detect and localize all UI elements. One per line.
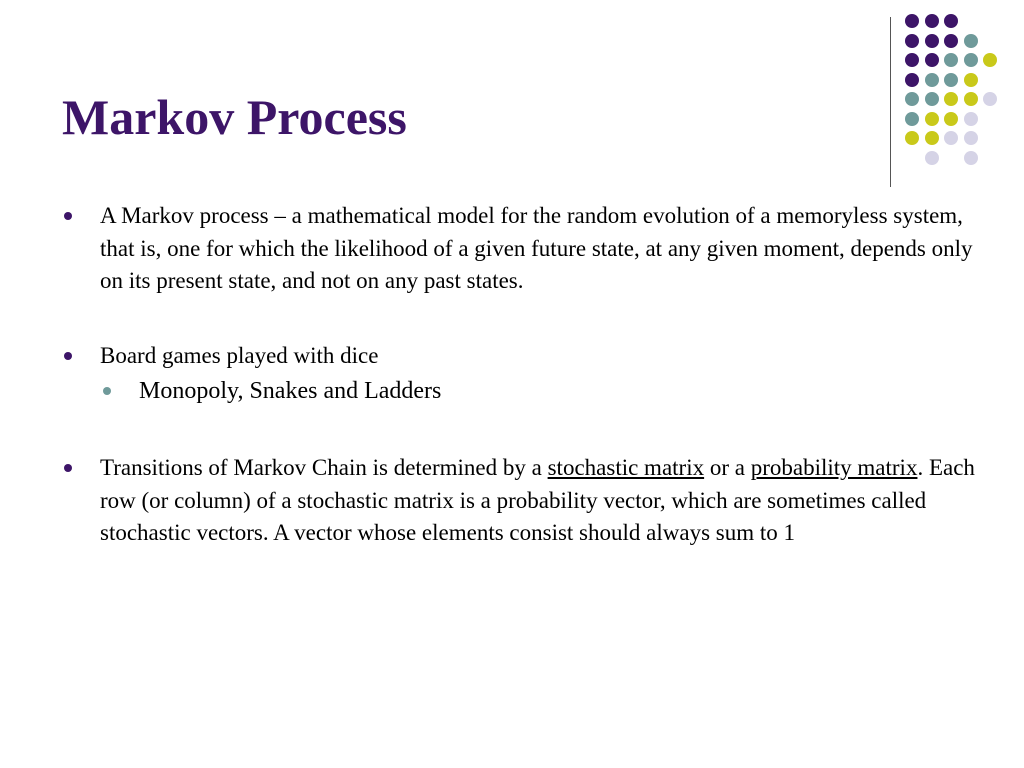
decorative-dot [905,131,919,145]
decorative-dot [905,92,919,106]
decorative-dot [905,112,919,126]
bullet-markov-definition [60,200,980,298]
decorative-dot [964,92,978,106]
decorative-dot [905,53,919,67]
bullet-text: Board games played with dice [100,342,379,368]
decorative-dot [964,73,978,87]
decorative-dot [925,53,939,67]
decorative-dot [925,151,939,165]
sub-bullet-text: Monopoly, Snakes and Ladders [139,378,442,404]
bullet-text-pre: Transitions of Markov Chain is determined by a [100,455,548,480]
decorative-dot [983,53,997,67]
bullet-board-games [60,340,980,373]
decorative-dot [905,14,919,28]
bullet-dot-icon [64,352,72,360]
decorative-dot [944,73,958,87]
sub-bullet-examples [60,374,980,408]
decorative-dot [925,14,939,28]
sub-bullet-dot-icon [103,387,111,395]
decorative-dot [964,112,978,126]
decorative-dot [983,92,997,106]
decorative-dot [925,112,939,126]
slide-body [60,200,980,550]
decorative-dot [905,73,919,87]
bullet-transitions [60,452,980,550]
decorative-dot [944,112,958,126]
decorative-dot [944,14,958,28]
bullet-text-mid: or a [704,455,751,480]
decorative-dot [925,73,939,87]
probability-matrix-link[interactable]: probability matrix [750,455,918,480]
bullet-dot-icon [64,212,72,220]
decorative-dot [925,131,939,145]
decorative-dot [944,131,958,145]
decorative-dot [964,53,978,67]
bullet-text-post: . Each row (or column) of a stochastic matrix is a probability vector, which are sometimes called stochastic vectors. A vector whose elements consist should always sum to 1 [100,455,975,545]
decorative-dot [964,34,978,48]
decorative-dot [925,92,939,106]
decorative-dot [964,131,978,145]
decorative-dot [905,34,919,48]
decorative-dot [944,92,958,106]
slide-title: Markov Process [62,89,407,145]
title-divider-line [890,17,891,187]
decorative-dot [944,34,958,48]
decorative-dot [944,53,958,67]
stochastic-matrix-link[interactable]: stochastic matrix [547,455,705,480]
decorative-dot [925,34,939,48]
decorative-dot [964,151,978,165]
bullet-dot-icon [64,464,72,472]
bullet-text: A Markov process – a mathematical model for the random evolution of a memoryless system, that is, one for which the likelihood of a given future state, at any given moment, depends only on its present state, and not on any past states. [100,203,973,293]
